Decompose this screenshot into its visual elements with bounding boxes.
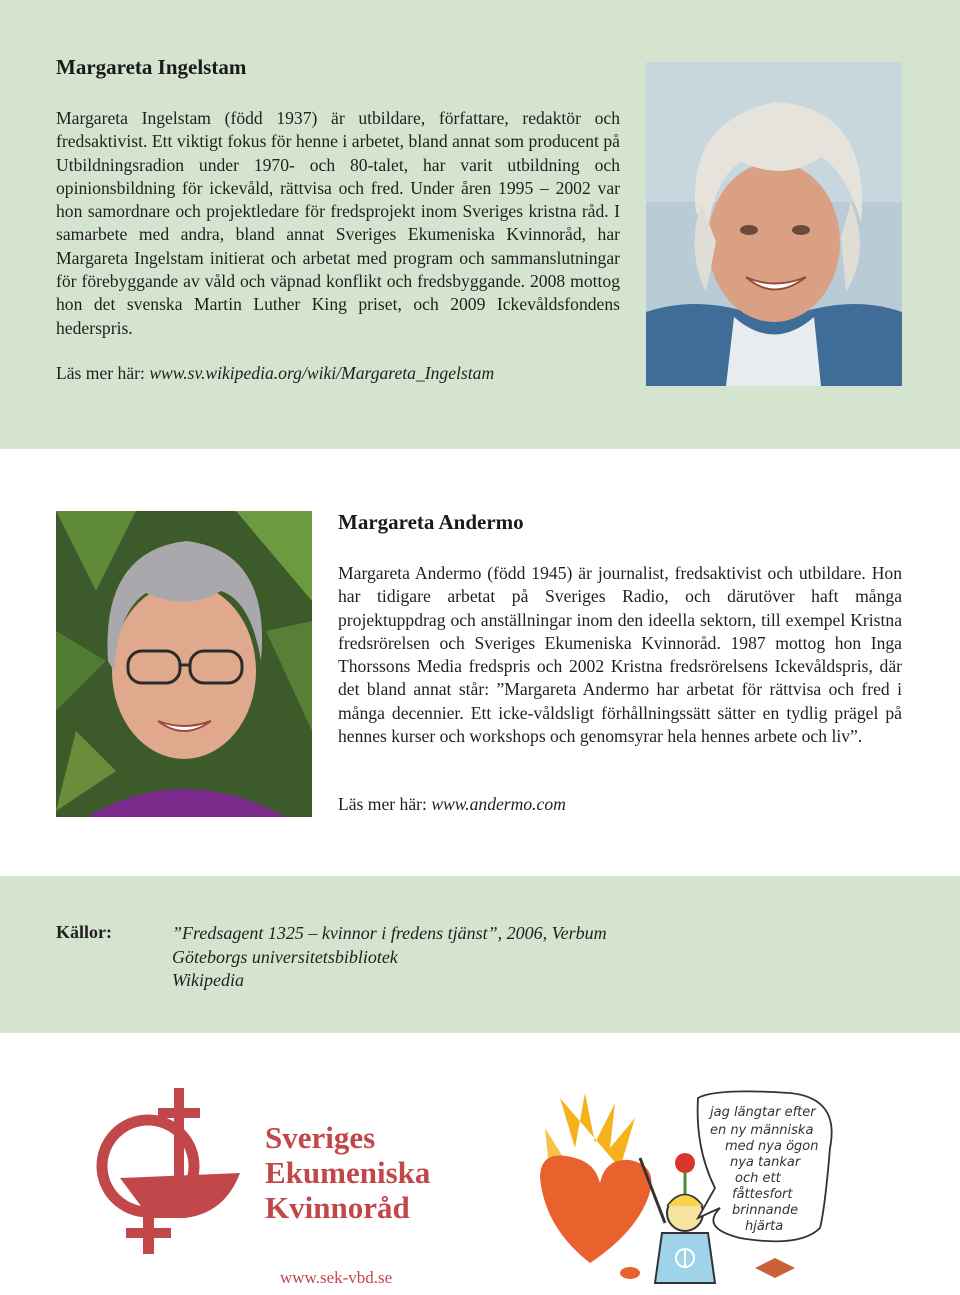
speech-line: fåttesfort (732, 1187, 793, 1202)
person2-name: Margareta Andermo (338, 510, 524, 534)
organization-name-line: Kvinnoråd (265, 1190, 410, 1225)
speech-line: en ny människa (710, 1123, 814, 1138)
organization-url[interactable]: www.sek-vbd.se (280, 1268, 393, 1287)
organization-name-line: Ekumeniska (265, 1155, 431, 1190)
source-item: ”Fredsagent 1325 – kvinnor i fredens tjänst”, 2006, Verbum (172, 923, 607, 943)
speech-line: jag längtar efter (710, 1105, 816, 1120)
sources-label: Källor: (56, 922, 112, 942)
speech-line: nya tankar (730, 1155, 801, 1170)
organization-name (265, 1120, 430, 1225)
person2-portrait-photo (56, 511, 312, 817)
read-more-label: Läs mer här: (338, 794, 427, 814)
speech-line: brinnande (732, 1203, 799, 1218)
person2-read-more (338, 794, 566, 815)
speech-line: med nya ögon (725, 1139, 819, 1154)
read-more-label: Läs mer här: (56, 363, 145, 383)
person1-portrait-photo (646, 62, 902, 386)
source-item: Wikipedia (172, 970, 244, 990)
sources-list (172, 922, 607, 993)
person2-bio: Margareta Andermo (född 1945) är journalist, fredsaktivist och utbildare. Hon har tidigare arbetat på Sveriges Radio, och därutöver haft många projektuppdrag och anställningar inom den ideella sektorn, till exempel Kristna fredsrörelsen och Sveriges Ekumeniska Kvinnoråd. 1987 mottog hon Inga Thorssons Media fredspris och 2002 Kristna fredsrörelsens Ickevåldspris, där det bland annat står: ”Margareta Andermo har arbetat för rättvisa och fred i många decennier. Ett icke-våldsligt förhållningssätt sätter en tydlig prägel på hennes kurser och workshops och genomsyrar hela hennes arbete och liv”. (338, 563, 902, 747)
person1-wiki-link[interactable]: www.sv.wikipedia.org/wiki/Margareta_Ingelstam (149, 363, 495, 383)
person1-name: Margareta Ingelstam (56, 55, 247, 79)
person1-read-more (56, 363, 494, 384)
speech-line: och ett (735, 1171, 781, 1186)
sek-logo-icon (90, 1088, 250, 1258)
organization-name-line: Sveriges (265, 1120, 376, 1155)
speech-line: hjärta (745, 1219, 784, 1234)
heart-illustration (520, 1088, 850, 1288)
source-item: Göteborgs universitetsbibliotek (172, 946, 398, 967)
person1-bio: Margareta Ingelstam (född 1937) är utbildare, författare, redaktör och fredsaktivist. Ett viktigt fokus för henne i arbetet, bland annat som producent på Utbildningsradion under 1970- och 80-talet, har varit utbildning och opinionsbildning för ickevåld, rättvisa och fred. Under åren 1995 – 2002 var hon samordnare och projektledare för fredsprojekt inom Sveriges kristna råd. I samarbete med andra, bland annat Sveriges Ekumeniska Kvinnoråd, har Margareta Ingelstam initierat och arbetat med program och sammanslutningar för förebyggande av våld och väpnad konflikt och fredsbyggande. 2008 mottog hon det svenska Martin Luther King priset, och 2009 Ickevåldsfondens hederspris. (56, 108, 620, 338)
person2-website-link[interactable]: www.andermo.com (431, 794, 566, 814)
